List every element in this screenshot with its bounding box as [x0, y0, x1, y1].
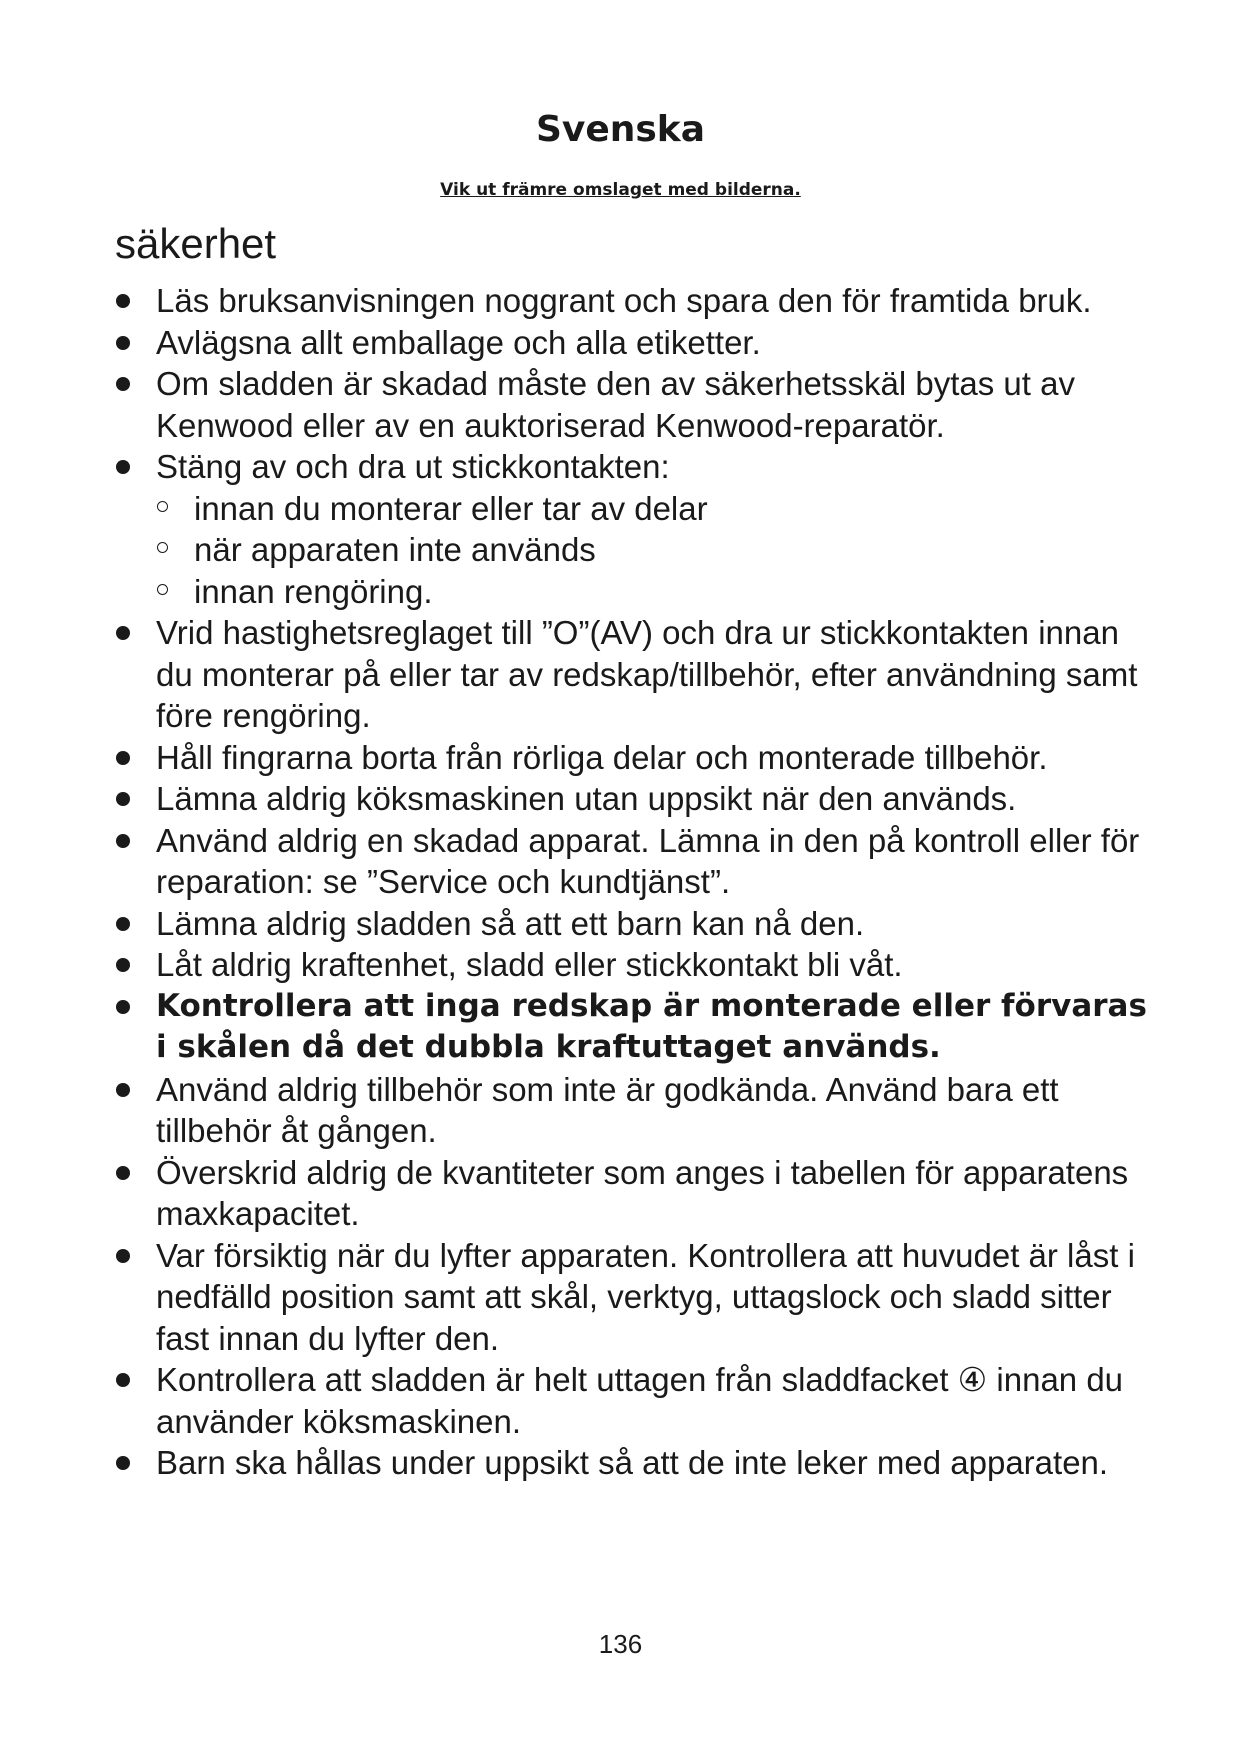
bullet-icon	[116, 792, 130, 806]
bullet-icon	[116, 1373, 130, 1387]
list-item	[115, 737, 1155, 779]
list-item-text: Vrid hastighetsreglaget till ”O”(AV) och dra ur stickkontakten innan du monterar på eller tar av redskap/tillbehör, efter användning samt före rengöring.	[156, 614, 1138, 734]
bullet-icon	[116, 377, 130, 391]
bullet-icon	[116, 1456, 130, 1470]
list-item-text: Låt aldrig kraftenhet, sladd eller stickkontakt bli våt.	[156, 946, 903, 983]
list-item-text: Avlägsna allt emballage och alla etiketter.	[156, 323, 761, 361]
list-item	[115, 778, 1155, 820]
list-item	[115, 903, 1155, 945]
page-number: 136	[598, 1629, 643, 1659]
list-item	[115, 446, 1155, 612]
list-item	[115, 280, 1155, 322]
list-item	[115, 1152, 1155, 1235]
circle-bullet-icon	[157, 584, 168, 595]
list-item	[115, 820, 1155, 903]
circle-bullet-icon	[157, 501, 168, 512]
list-item	[115, 944, 1155, 986]
safety-list	[115, 280, 1155, 1484]
bullet-icon	[116, 958, 130, 972]
list-item-text: Lämna aldrig köksmaskinen utan uppsikt när den används.	[156, 780, 1017, 817]
list-item-text: Lämna aldrig sladden så att ett barn kan nå den.	[156, 904, 865, 942]
list-item-text: Var försiktig när du lyfter apparaten. Kontrollera att huvudet är låst i nedfälld position samt att skål, verktyg, uttagslock och sladd sitter fast innan du lyfter den.	[156, 1236, 1135, 1357]
list-item	[115, 1235, 1155, 1360]
sub-list-item-text: när apparaten inte används	[194, 531, 596, 568]
page-title: Svenska	[535, 109, 706, 150]
sub-list-item-text: innan rengöring.	[194, 572, 433, 610]
list-item-text: Kontrollera att sladden är helt uttagen från sladdfacket ④ innan du använder köksmaskinen.	[156, 1361, 1124, 1440]
list-item-text: Om sladden är skadad måste den av säkerhetsskäl bytas ut av Kenwood eller av en auktoriserad Kenwood-reparatör.	[156, 365, 1075, 444]
sub-list-item	[156, 488, 1155, 530]
list-item	[115, 1069, 1155, 1152]
cover-instruction: Vik ut främre omslaget med bilderna.	[440, 180, 801, 200]
bullet-icon	[116, 1000, 130, 1014]
bullet-icon	[116, 460, 130, 474]
list-item-text: Använd aldrig en skadad apparat. Lämna in den på kontroll eller för reparation: se ”Service och kundtjänst”.	[156, 821, 1140, 900]
sub-list-item	[156, 571, 1155, 613]
list-item-text: Använd aldrig tillbehör som inte är godkända. Använd bara ett tillbehör åt gången.	[156, 1070, 1059, 1149]
list-item	[115, 363, 1155, 446]
list-item	[115, 612, 1155, 737]
list-item-text: Barn ska hållas under uppsikt så att de inte leker med apparaten.	[156, 1444, 1109, 1481]
list-item	[115, 322, 1155, 364]
list-item-text: Stäng av och dra ut stickkontakten:	[156, 448, 670, 485]
bullet-icon	[116, 626, 130, 640]
bullet-icon	[116, 1166, 130, 1180]
bullet-icon	[116, 834, 130, 848]
list-item-text: Överskrid aldrig de kvantiteter som anges i tabellen för apparatens maxkapacitet.	[156, 1153, 1129, 1232]
bullet-icon	[116, 917, 130, 931]
list-item-warning	[115, 986, 1155, 1069]
bullet-icon	[116, 294, 130, 308]
list-item-text: Kontrollera att inga redskap är monterade eller förvaras i skålen då det dubbla kraftuttaget används.	[156, 987, 1147, 1065]
sub-list-item-text: innan du monterar eller tar av delar	[194, 489, 708, 527]
circle-bullet-icon	[157, 542, 168, 553]
list-item	[115, 1442, 1155, 1484]
bullet-icon	[116, 751, 130, 765]
bullet-icon	[116, 1249, 130, 1263]
list-item-text: Håll fingrarna borta från rörliga delar och monterade tillbehör.	[156, 738, 1048, 776]
bullet-icon	[116, 1083, 130, 1097]
list-item	[115, 1359, 1155, 1442]
list-item-text: Läs bruksanvisningen noggrant och spara den för framtida bruk.	[156, 282, 1092, 319]
section-heading: säkerhet	[115, 220, 277, 267]
sub-list-item	[156, 529, 1155, 571]
sub-list	[156, 488, 1155, 613]
bullet-icon	[116, 336, 130, 350]
